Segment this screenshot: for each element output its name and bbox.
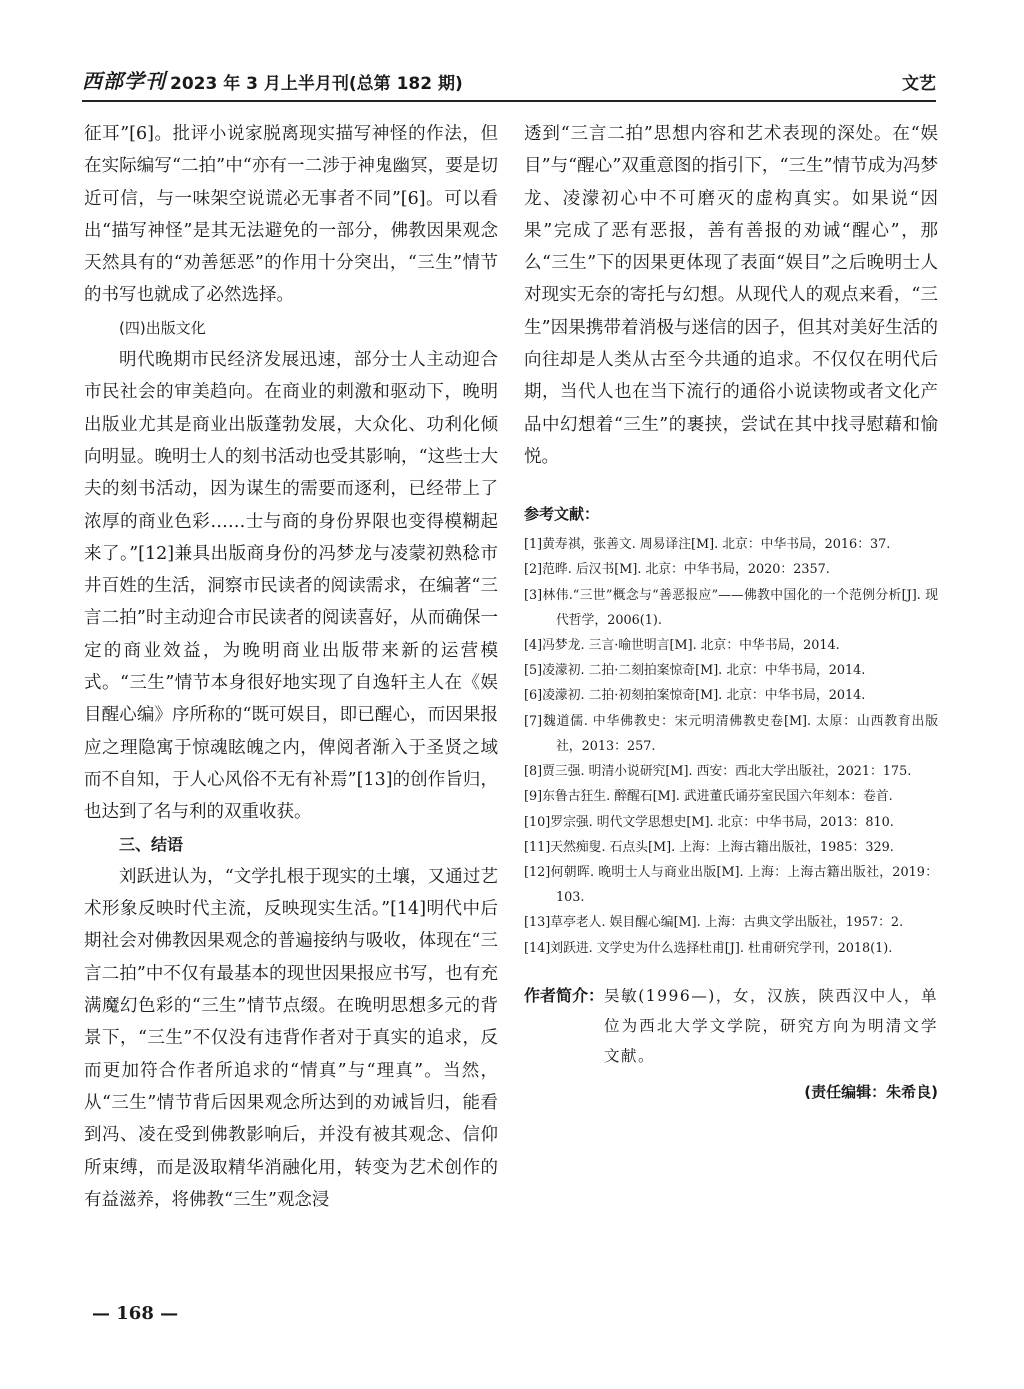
subsection-heading: (四)出版文化 (119, 318, 206, 337)
author-bio (524, 981, 938, 1071)
right-column (524, 118, 938, 1102)
section-label: 文艺 (902, 74, 936, 94)
author-bio-label: 作者简介： (524, 985, 605, 1005)
paragraph: 征耳”[6]。批评小说家脱离现实描写神怪的作法，但在实际编写“二拍”中“亦有一二涉于神鬼幽冥，要是切近可信，与一味架空说谎必无事者不同”[6]。可以看出“描写神怪”是其无法避免的一部分，佛教因果观念天然具有的“劝善惩恶”的作用十分突出，“三生”情节的书写也就成了必然选择。 (84, 124, 498, 306)
header-left (82, 65, 463, 100)
reference-item: [7]魏道儒. 中华佛教史：宋元明清佛教史卷[M]. 太原：山西教育出版社，2013：257. (524, 713, 938, 754)
reference-item: [4]冯梦龙. 三言·喻世明言[M]. 北京：中华书局，2014. (524, 638, 840, 654)
reference-item: [1]黄寿祺，张善文. 周易译注[M]. 北京：中华书局，2016：37. (524, 537, 891, 553)
paragraph: 明代晚期市民经济发展迅速，部分士人主动迎合市民社会的审美趋向。在商业的刺激和驱动下，晚明出版业尤其是商业出版蓬勃发展，大众化、功利化倾向明显。晚明士人的刻书活动也受其影响，“这些士大夫的刻书活动，因为谋生的需要而逐利，已经带上了浓厚的商业色彩……士与商的身份界限也变得模糊起来了。”[12]兼具出版商身份的冯梦龙与凌蒙初熟稔市井百姓的生活，洞察市民读者的阅读需求，在编著“三言二拍”时主动迎合市民读者的阅读喜好，从而确保一定的商业效益，为晚明商业出版带来新的运营模式。“三生”情节本身很好地实现了自逸轩主人在《娱目醒心编》序所称的“既可娱目，即已醒心，而因果报应之理隐寓于惊魂眩魄之内，俾阅者渐入于圣贤之域而不自知，于人心风俗不无有补焉”[13]的创作旨归，也达到了名与利的双重收获。 (84, 350, 498, 823)
reference-item: [14]刘跃进. 文学史为什么选择杜甫[J]. 杜甫研究学刊，2018(1). (524, 940, 893, 956)
issue-info: 2023 年 3 月上半月刊(总第 182 期) (170, 74, 463, 94)
reference-item: [12]何朝晖. 晚明士人与商业出版[M]. 上海：上海古籍出版社，2019：103. (524, 864, 938, 906)
reference-item: [9]东鲁古狂生. 醉醒石[M]. 武进董氏诵芬室民国六年刻本：卷首. (524, 789, 893, 805)
reference-item: [10]罗宗强. 明代文学思想史[M]. 北京：中华书局，2013：810. (524, 814, 894, 830)
references-list (524, 532, 938, 960)
page-header (82, 66, 936, 102)
reference-item: [11]天然痴叟. 石点头[M]. 上海：上海古籍出版社，1985：329. (524, 839, 894, 855)
paragraph: 刘跃进认为，“文学扎根于现实的土壤，又通过艺术形象反映时代主流，反映现实生活。”[14]明代中后期社会对佛教因果观念的普遍接纳与吸收，体现在“三言二拍”中不仅有最基本的现世因果报应书写，也有充满魔幻色彩的“三生”情节点缀。在晚明思想多元的背景下，“三生”不仅没有违背作者对于真实的追求，反而更加符合作者所追求的“情真”与“理真”。当然，从“三生”情节背后因果观念所达到的劝诫旨归，能看到冯、凌在受到佛教影响后，并没有被其观念、信仰所束缚，而是汲取精华消融化用，转变为艺术创作的有益滋养，将佛教“三生”观念浸 (84, 866, 498, 1210)
reference-item: [5]凌濛初. 二拍·二刻拍案惊奇[M]. 北京：中华书局，2014. (524, 663, 866, 679)
author-bio-text: 吴敏(1996—)，女，汉族，陕西汉中人，单位为西北大学文学院，研究方向为明清文学文献。 (604, 986, 938, 1065)
left-column (84, 118, 498, 1216)
paragraph: 透到“三言二拍”思想内容和艺术表现的深处。在“娱目”与“醒心”双重意图的指引下，“三生”情节成为冯梦龙、凌濛初心中不可磨灭的虚构真实。如果说“因果”完成了恶有恶报，善有善报的劝诫“醒心”，那么“三生”下的因果更体现了表面“娱目”之后晚明士人对现实无奈的寄托与幻想。从现代人的观点来看，“三生”因果携带着消极与迷信的因子，但其对美好生活的向往却是人类从古至今共通的追求。不仅仅在明代后期，当代人也在当下流行的通俗小说读物或者文化产品中幻想着“三生”的裹挟，尝试在其中找寻慰藉和愉悦。 (524, 124, 938, 467)
reference-item: [6]凌濛初. 二拍·初刻拍案惊奇[M]. 北京：中华书局，2014. (524, 688, 866, 704)
journal-logo: 西部学刊 (82, 69, 166, 93)
reference-item: [8]贾三强. 明清小说研究[M]. 西安：西北大学出版社，2021：175. (524, 764, 912, 780)
reference-item: [13]草亭老人. 娱目醒心编[M]. 上海：古典文学出版社，1957：2. (524, 915, 904, 931)
reference-item: [3]林伟.“三世”概念与“善恶报应”——佛教中国化的一个范例分析[J]. 现代哲学，2006(1). (524, 587, 938, 628)
references-title: 参考文献： (524, 505, 600, 524)
page-number: — 168 — (92, 1303, 179, 1324)
section-heading: 三、结语 (119, 834, 184, 854)
responsible-editor: (责任编辑：朱希良) (804, 1082, 938, 1101)
reference-item: [2]范晔. 后汉书[M]. 北京：中华书局，2020：2357. (524, 562, 830, 578)
